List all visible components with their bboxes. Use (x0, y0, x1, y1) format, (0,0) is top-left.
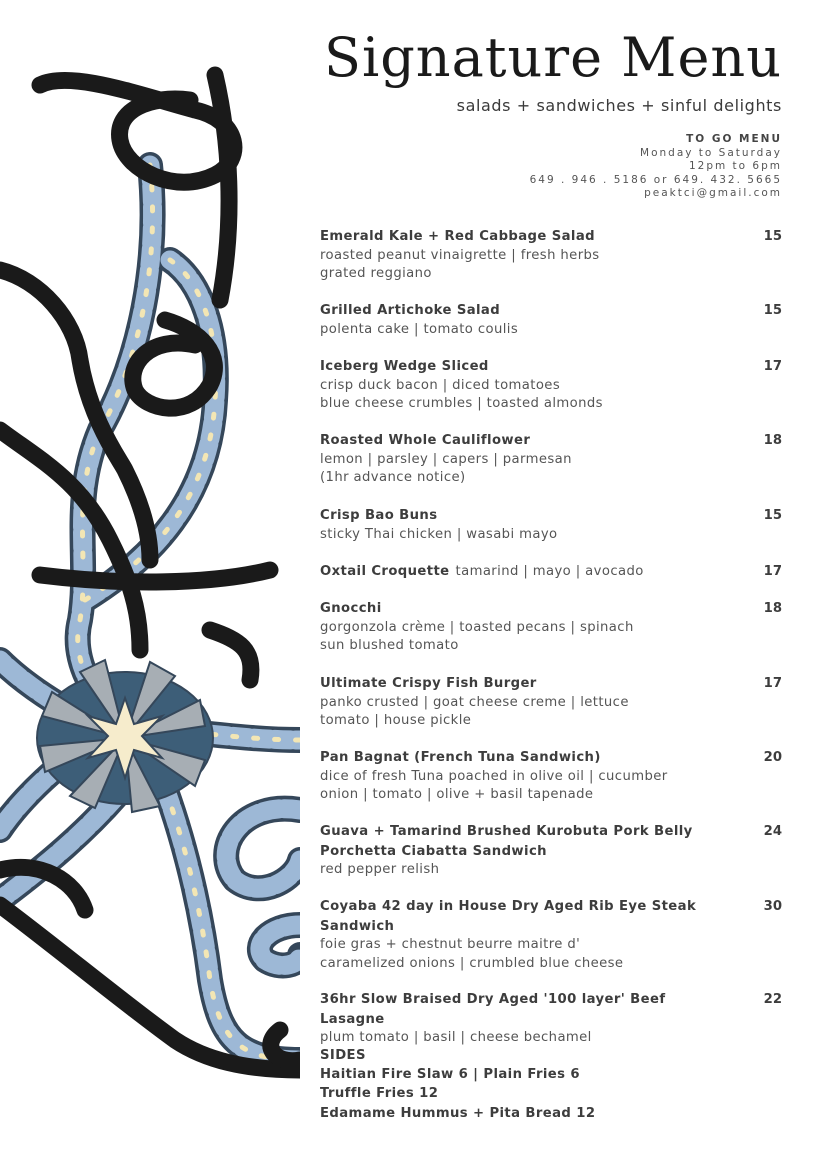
menu-item (320, 562, 782, 582)
item-description: plum tomato | basil | cheese bechamel (320, 1030, 592, 1045)
item-name: Grilled Artichoke Salad (320, 303, 501, 318)
item-name: Roasted Whole Cauliflower (320, 433, 531, 448)
item-description: foie gras + chestnut beurre maitre d' (320, 937, 581, 952)
item-description: gorgonzola crème | toasted pecans | spinach (320, 619, 634, 635)
item-description: caramelized onions | crumbled blue cheese (320, 955, 624, 971)
menu-item (320, 674, 782, 731)
item-price: 17 (763, 676, 782, 691)
item-name-row (320, 562, 725, 582)
item-price: 17 (763, 564, 782, 579)
item-description: onion | tomato | olive + basil tapenade (320, 787, 594, 803)
coyaba-script-artwork (0, 0, 300, 1174)
item-price: 17 (763, 359, 782, 374)
item-name: Ultimate Crispy Fish Burger (320, 676, 537, 691)
item-name: Oxtail Croquette (320, 564, 450, 579)
item-name: Gnocchi (320, 601, 382, 616)
item-description: sticky Thai chicken | wasabi mayo (320, 526, 558, 542)
item-price: 30 (763, 899, 782, 914)
sides-line: Haitian Fire Slaw 6 | Plain Fries 6 (320, 1067, 580, 1083)
item-price: 15 (763, 229, 782, 244)
to-go-info (530, 133, 782, 201)
menu-item (320, 431, 782, 488)
item-price: 24 (763, 824, 782, 839)
item-description: dice of fresh Tuna poached in olive oil | cucumber (320, 768, 668, 784)
menu-subtitle: salads + sandwiches + sinful delights (456, 96, 782, 115)
item-name: Pan Bagnat (French Tuna Sandwich) (320, 750, 601, 765)
sides-heading: SIDES (320, 1048, 366, 1063)
open-hours: 12pm to 6pm (688, 160, 782, 172)
flower-hub (37, 660, 213, 812)
item-price: 22 (763, 992, 782, 1007)
item-price: 18 (763, 433, 782, 448)
item-description: tamarind | mayo | avocado (455, 564, 644, 579)
item-name: 36hr Slow Braised Dry Aged '100 layer' Beef Lasagne (320, 992, 666, 1027)
item-name: Emerald Kale + Red Cabbage Salad (320, 229, 595, 244)
to-go-label: TO GO MENU (686, 133, 782, 145)
item-price: 15 (763, 303, 782, 318)
menu-item (320, 822, 782, 880)
open-days: Monday to Saturday (640, 146, 782, 159)
sides-section (320, 1046, 595, 1123)
menu-item (320, 897, 782, 974)
item-description: panko crusted | goat cheese creme | lettuce (320, 694, 629, 710)
item-price: 18 (763, 601, 782, 616)
item-price: 20 (763, 750, 782, 765)
item-description: tomato | house pickle (320, 713, 472, 729)
contact-email: peaktci@gmail.com (644, 187, 782, 199)
item-price: 15 (763, 508, 782, 523)
item-description: grated reggiano (320, 266, 432, 282)
item-description: red pepper relish (320, 862, 440, 877)
item-name: Guava + Tamarind Brushed Kurobuta Pork Belly Porchetta Ciabatta Sandwich (320, 824, 693, 859)
item-description: lemon | parsley | capers | parmesan (320, 451, 572, 467)
menu-item (320, 357, 782, 414)
menu-item (320, 990, 782, 1048)
item-description: roasted peanut vinaigrette | fresh herbs (320, 247, 600, 263)
item-description: polenta cake | tomato coulis (320, 321, 519, 337)
menu-item (320, 506, 782, 544)
menu-item (320, 301, 782, 339)
menu-item (320, 748, 782, 805)
item-name: Crisp Bao Buns (320, 508, 438, 523)
item-description: sun blushed tomato (320, 638, 459, 654)
menu-item (320, 227, 782, 284)
item-description: blue cheese crumbles | toasted almonds (320, 396, 603, 412)
phone-numbers: 649 . 946 . 5186 or 649. 432. 5665 (529, 173, 782, 186)
item-name: Coyaba 42 day in House Dry Aged Rib Eye Steak Sandwich (320, 899, 697, 934)
item-description: (1hr advance notice) (320, 470, 466, 486)
menu-title: Signature Menu (323, 26, 782, 89)
sides-line: Edamame Hummus + Pita Bread 12 (320, 1105, 596, 1121)
sides-line: Truffle Fries 12 (320, 1086, 439, 1102)
menu-item (320, 599, 782, 656)
item-name: Iceberg Wedge Sliced (320, 359, 489, 374)
item-description: crisp duck bacon | diced tomatoes (320, 377, 561, 393)
